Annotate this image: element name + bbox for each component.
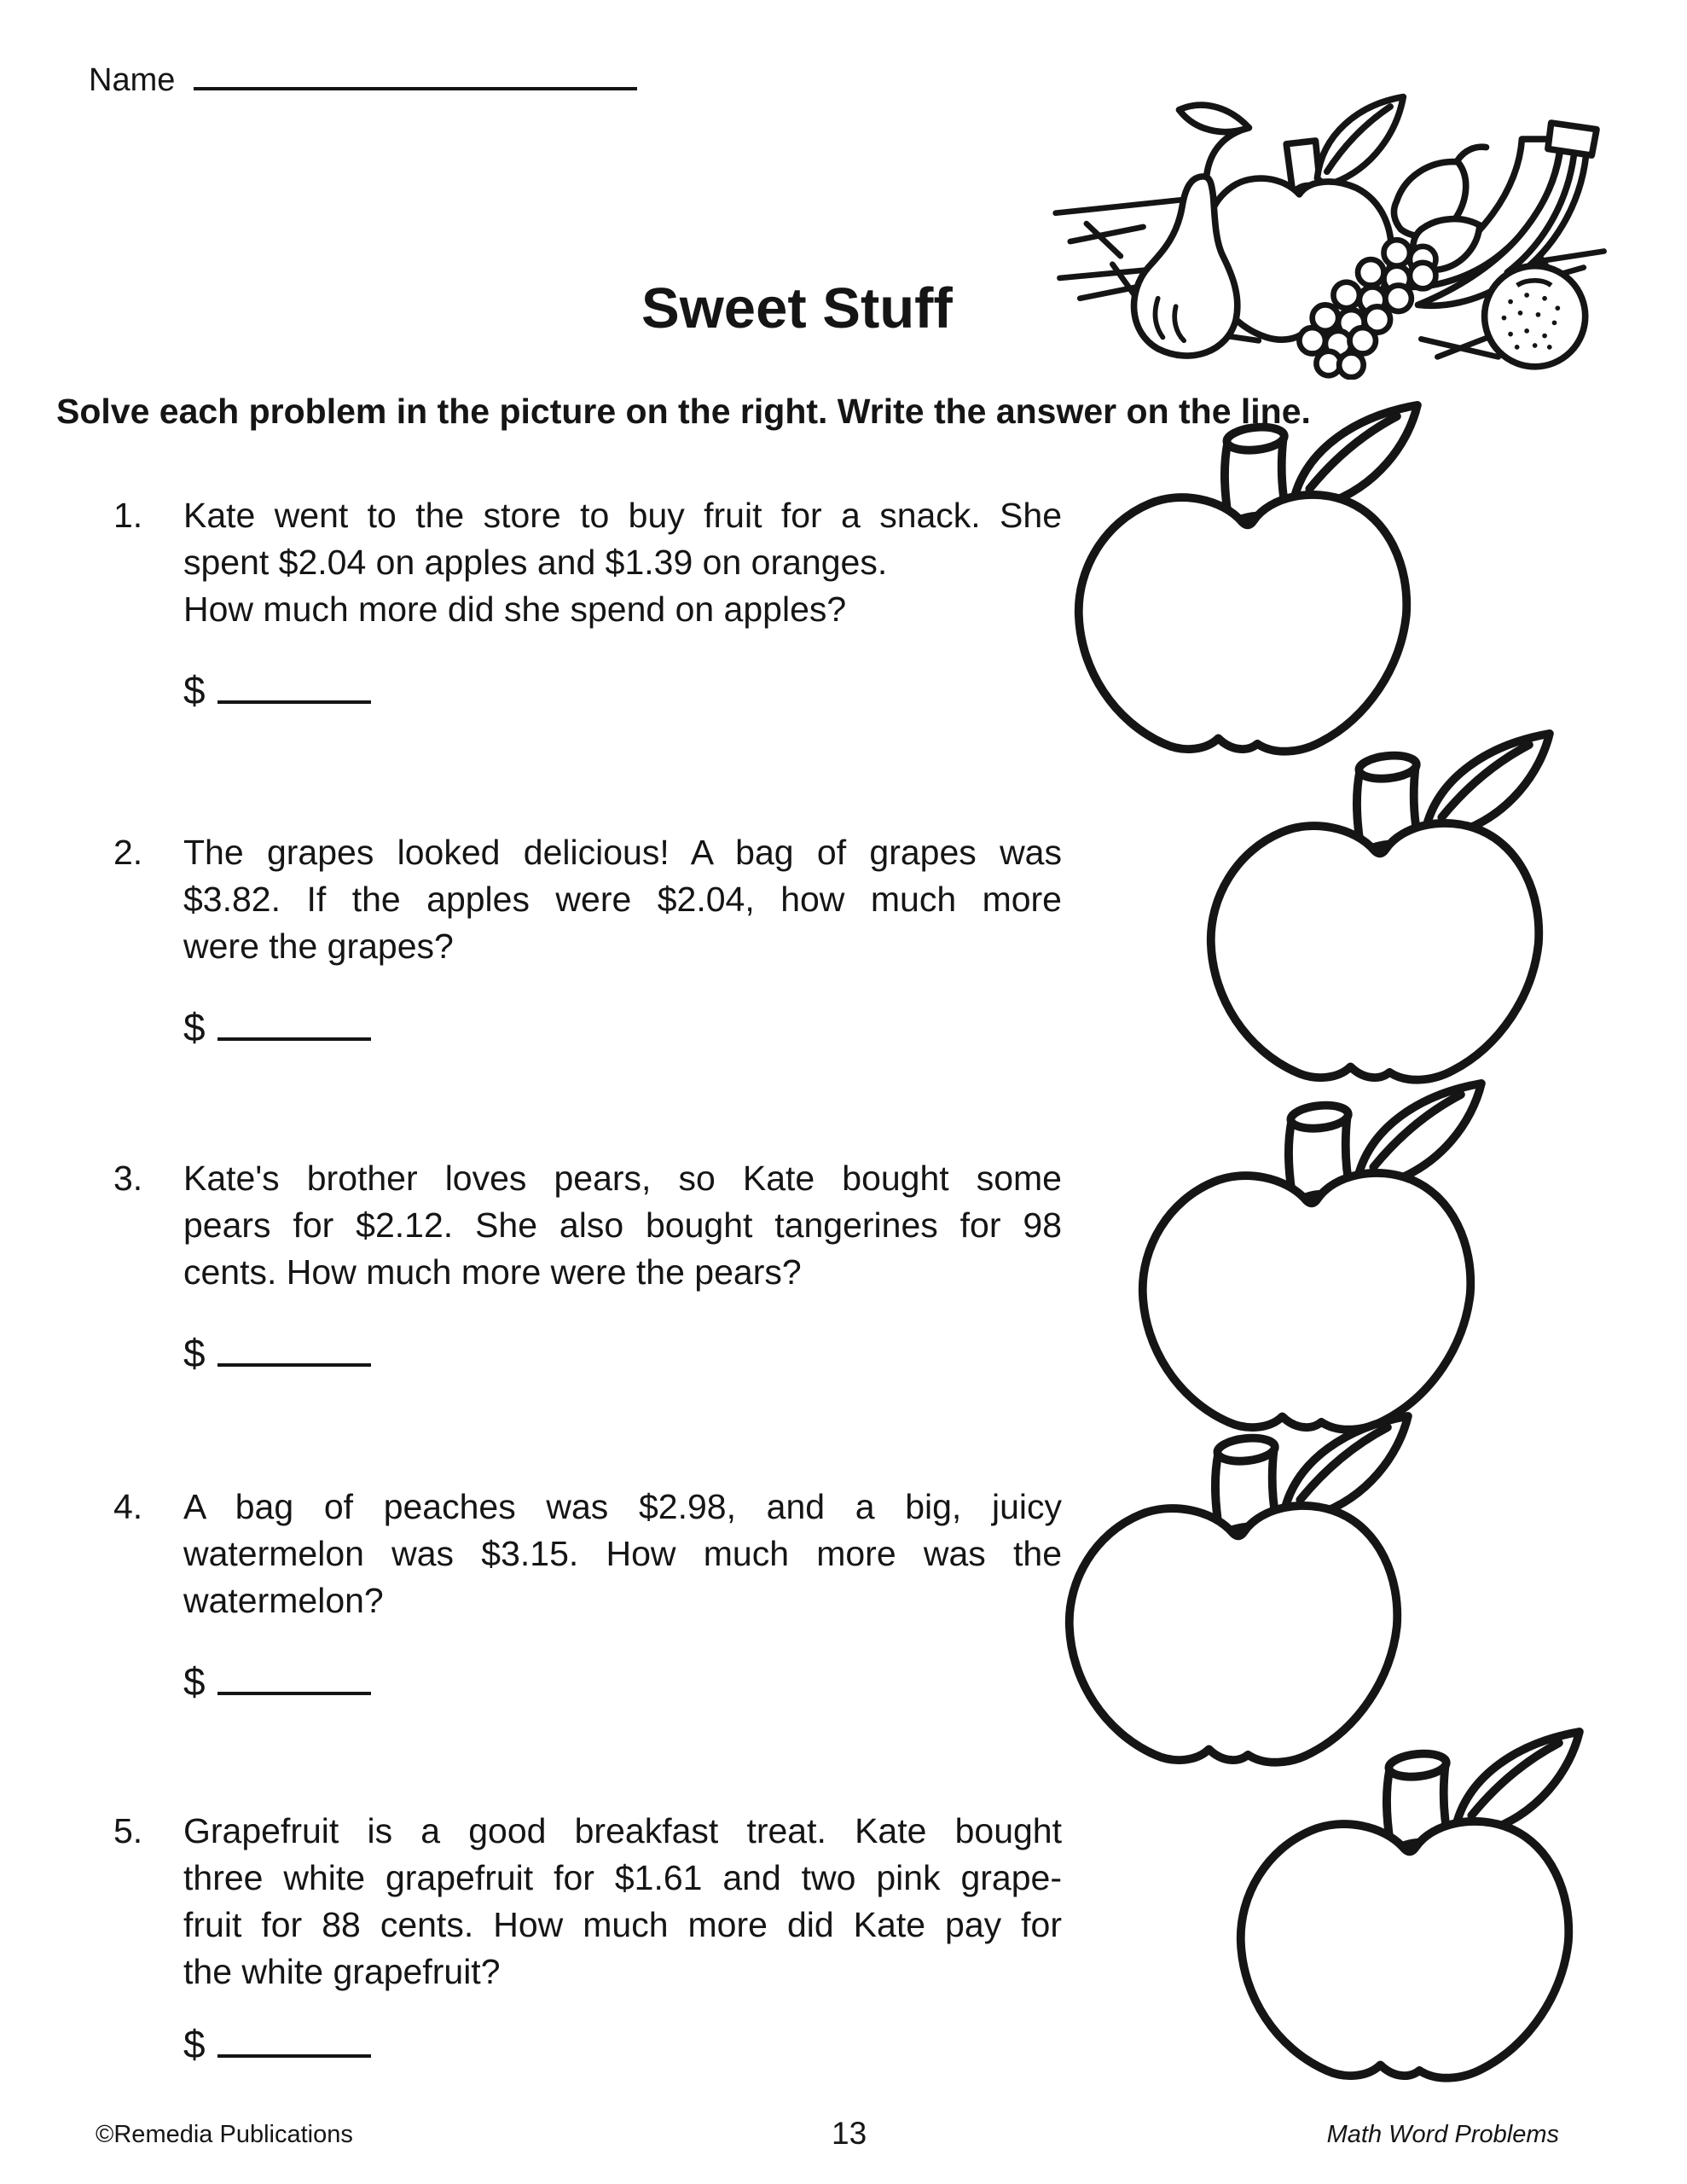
problem-text-line: three white grapefruit for $1.61 and two pink grape- bbox=[183, 1858, 1062, 1897]
problem-text-line: spent $2.04 on apples and $1.39 on oranges. bbox=[183, 543, 888, 582]
problem-text-line: pears for $2.12. She also bought tangerines for 98 bbox=[183, 1205, 1062, 1245]
answer-blank-5[interactable] bbox=[217, 2017, 371, 2058]
answer-row-4 bbox=[183, 1654, 371, 1705]
problem-text bbox=[183, 829, 1062, 970]
problem-text-line: How much more did she spend on apples? bbox=[183, 590, 847, 629]
problem-text-line: The grapes looked delicious! A bag of grapes was bbox=[183, 833, 1062, 872]
answer-blank-1[interactable] bbox=[217, 663, 371, 704]
answer-row-2 bbox=[183, 1000, 371, 1051]
problem-text bbox=[183, 1155, 1062, 1296]
problem-text bbox=[183, 492, 1062, 633]
publisher-credit: ©Remedia Publications bbox=[96, 2121, 353, 2148]
problem-number: 2. bbox=[113, 833, 143, 872]
problem-text-line: watermelon? bbox=[183, 1581, 384, 1620]
name-row bbox=[89, 53, 637, 99]
problem-number: 4. bbox=[113, 1487, 143, 1526]
problem-text-line: A bag of peaches was $2.98, and a big, juicy bbox=[183, 1487, 1062, 1526]
problem-number: 1. bbox=[113, 496, 143, 535]
problem-text bbox=[183, 1808, 1062, 1995]
fruit-still-life-illustration bbox=[1015, 55, 1632, 380]
problem-text-line: Kate's brother loves pears, so Kate bought some bbox=[183, 1159, 1062, 1198]
dollar-sign: $ bbox=[183, 1005, 206, 1049]
problem-text-line: watermelon was $3.15. How much more was the bbox=[183, 1534, 1062, 1573]
answer-blank-3[interactable] bbox=[217, 1326, 371, 1367]
name-label: Name bbox=[89, 62, 176, 98]
problem-text bbox=[183, 1484, 1062, 1624]
instructions-text: Solve each problem in the picture on the right. Write the answer on the line. bbox=[56, 392, 1311, 431]
problem-text-line: Grapefruit is a good breakfast treat. Kate bought bbox=[183, 1811, 1062, 1850]
answer-row-5 bbox=[183, 2017, 371, 2068]
answer-blank-2[interactable] bbox=[217, 1000, 371, 1041]
page-number: 13 bbox=[832, 2116, 867, 2151]
page-title: Sweet Stuff bbox=[641, 276, 953, 340]
dollar-sign: $ bbox=[183, 1659, 206, 1704]
problem-number: 5. bbox=[113, 1811, 143, 1850]
problem-text-line: fruit for 88 cents. How much more did Kate pay for bbox=[183, 1905, 1062, 1944]
dollar-sign: $ bbox=[183, 2022, 206, 2066]
problem-text-line: the white grapefruit? bbox=[183, 1952, 501, 1991]
problem-text-line: cents. How much more were the pears? bbox=[183, 1252, 802, 1292]
dollar-sign: $ bbox=[183, 668, 206, 712]
problem-number: 3. bbox=[113, 1159, 143, 1198]
answer-row-3 bbox=[183, 1326, 371, 1377]
book-title: Math Word Problems bbox=[1326, 2121, 1559, 2148]
apple-outline-2[interactable] bbox=[1192, 704, 1602, 1104]
answer-blank-4[interactable] bbox=[217, 1654, 371, 1695]
problem-text-line: were the grapes? bbox=[183, 926, 454, 966]
problem-text-line: Kate went to the store to buy fruit for a snack. She bbox=[183, 496, 1062, 535]
dollar-sign: $ bbox=[183, 1331, 206, 1375]
problem-text-line: $3.82. If the apples were $2.04, how much more bbox=[183, 880, 1062, 919]
name-input-line[interactable] bbox=[194, 53, 637, 90]
orange-icon bbox=[1485, 266, 1586, 367]
apple-outline-5[interactable] bbox=[1222, 1702, 1632, 2102]
answer-row-1 bbox=[183, 663, 371, 714]
